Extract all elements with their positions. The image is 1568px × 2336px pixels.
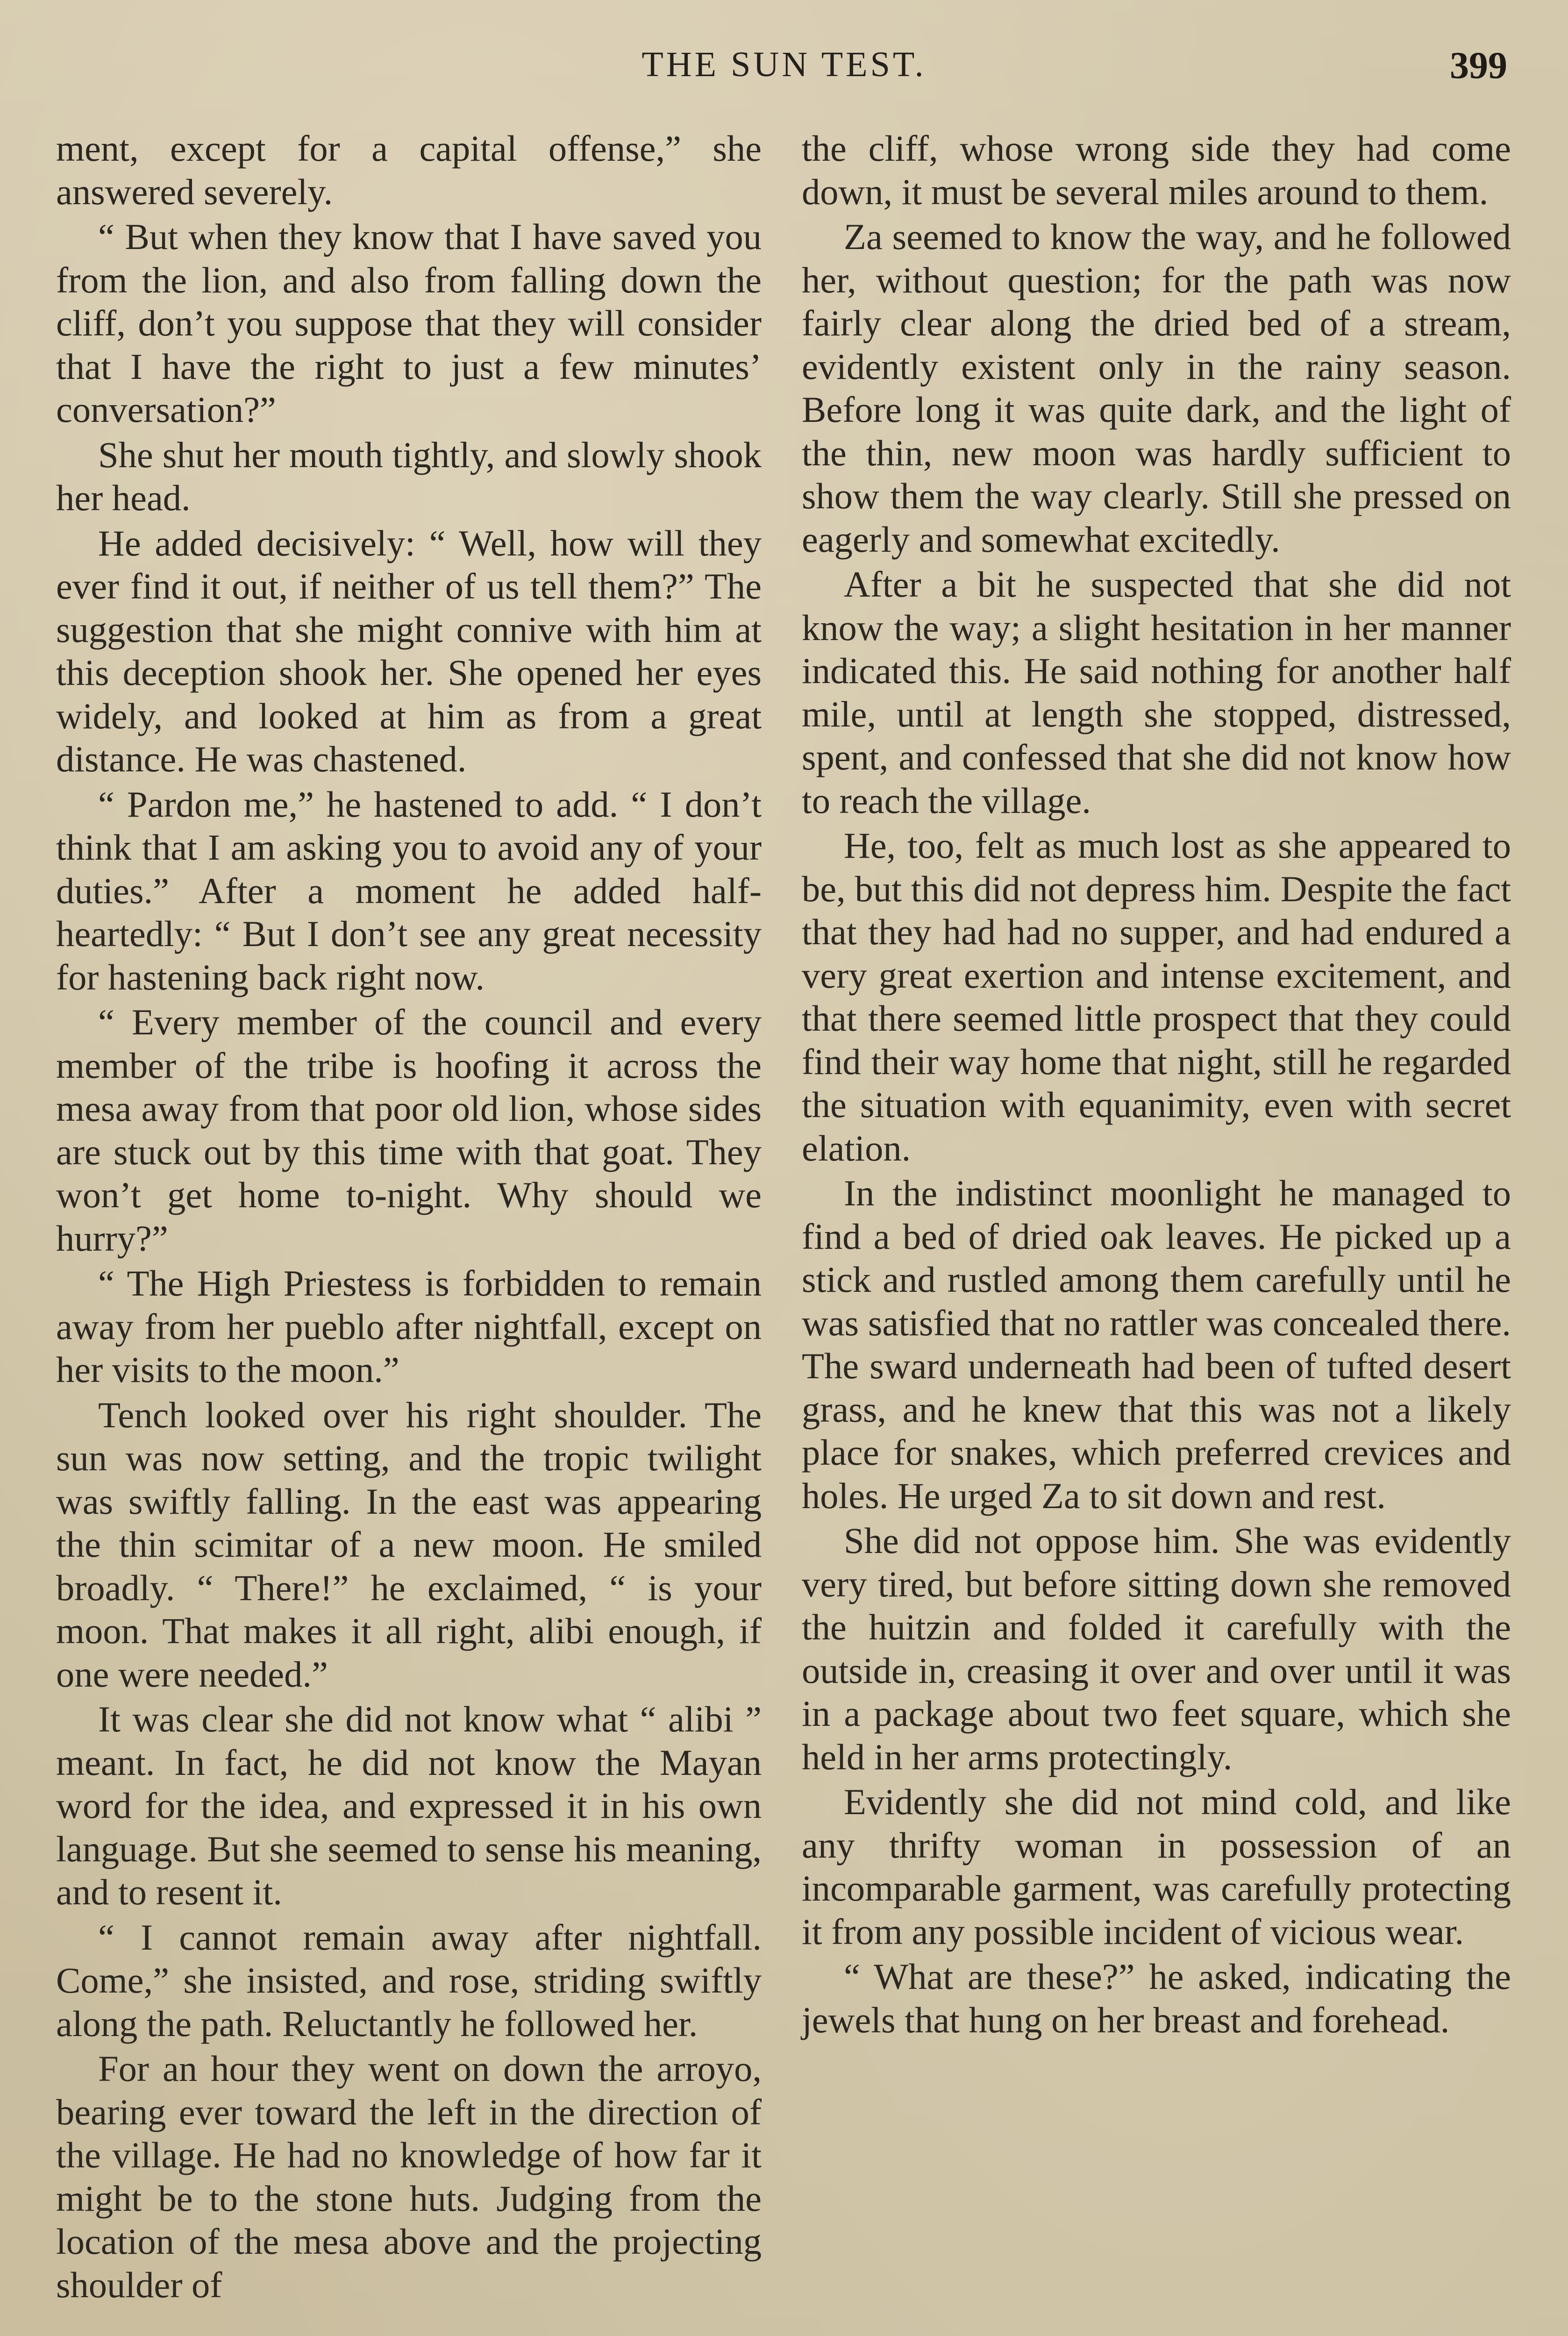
paragraph: For an hour they went on down the arroyo, bearing ever toward the left in the direction of the village. He had no knowledge of how far it might be to the stone huts. Judging from the location of the mesa above and the projecting shoulder of [56, 2048, 762, 2305]
running-title: THE SUN TEST. [641, 45, 927, 84]
left-text-column [56, 127, 762, 2308]
paragraph: “ I cannot remain away after nightfall. Come,” she insisted, and rose, striding swiftly along the path. Reluctantly he followed her. [56, 1916, 762, 2044]
paragraph: Evidently she did not mind cold, and like any thrifty woman in possession of an incomparable garment, was carefully protecting it from any possible incident of vicious wear. [802, 1781, 1511, 1952]
paragraph: “ But when they know that I have saved you from the lion, and also from falling down the cliff, don’t you suppose that they will consider that I have the right to just a few minutes’ conversation?” [56, 216, 762, 430]
paragraph: ment, except for a capital offense,” she answered severely. [56, 128, 762, 212]
paragraph: Tench looked over his right shoulder. The sun was now setting, and the tropic twilight was swiftly falling. In the east was appearing the thin scimitar of a new moon. He smiled broadly. “ There!” he exclaimed, “ is your moon. That makes it all right, alibi enough, if one were needed.” [56, 1394, 762, 1695]
paragraph: “ Every member of the council and every member of the tribe is hoofing it across the mesa away from that poor old lion, whose sides are stuck out by this time with that goat. They won’t get home to-night. Why should we hurry?” [56, 1002, 762, 1259]
paragraph: It was clear she did not know what “ alibi ” meant. In fact, he did not know the Mayan word for the idea, and expressed it in his own language. But she seemed to sense his meaning, and to resent it. [56, 1699, 762, 1912]
paragraph: He added decisively: “ Well, how will they ever find it out, if neither of us tell them?” The suggestion that she might connive with him at this deception shook her. She opened her eyes widely, and looked at him as from a great distance. He was chastened. [56, 522, 762, 779]
paragraph: He, too, felt as much lost as she appeared to be, but this did not depress him. Despite the fact that they had had no supper, and had endured a very great exertion and intense excitement, and that there seemed little prospect that they could find their way home that night, still he regarded the situation with equanimity, even with secret elation. [802, 825, 1511, 1168]
paragraph: “ What are these?” he asked, indicating the jewels that hung on her breast and forehead. [802, 1956, 1511, 2040]
right-text-column [802, 127, 1511, 2044]
paragraph: She shut her mouth tightly, and slowly shook her head. [56, 434, 762, 518]
paragraph: After a bit he suspected that she did not know the way; a slight hesitation in her manner indicated this. He said nothing for another half mile, until at length she stopped, distressed, spent, and confessed that she did not know how to reach the village. [802, 564, 1511, 821]
paragraph: Za seemed to know the way, and he followed her, without question; for the path was now fairly clear along the dried bed of a stream, evidently existent only in the rainy season. Before long it was quite dark, and the light of the thin, new moon was hardly sufficient to show them the way clearly. Still she pressed on eagerly and somewhat excitedly. [802, 216, 1511, 560]
paragraph: the cliff, whose wrong side they had come down, it must be several miles around to them. [802, 128, 1511, 212]
paragraph: “ The High Priestess is forbidden to remain away from her pueblo after nightfall, except on her visits to the moon.” [56, 1263, 762, 1390]
paragraph: “ Pardon me,” he hastened to add. “ I don’t think that I am asking you to avoid any of your duties.” After a moment he added half-heartedly: “ But I don’t see any great necessity for hastening back right now. [56, 783, 762, 997]
page-header [0, 44, 1568, 100]
paragraph: In the indistinct moonlight he managed to find a bed of dried oak leaves. He picked up a stick and rustled among them carefully until he was satisfied that no rattler was concealed there. The sward underneath had been of tufted desert grass, and he knew that this was not a likely place for snakes, which preferred crevices and holes. He urged Za to sit down and rest. [802, 1173, 1511, 1516]
paragraph: She did not oppose him. She was evidently very tired, but before sitting down she removed the huitzin and folded it carefully with the outside in, creasing it over and over until it was in a package about two feet square, which she held in her arms protectingly. [802, 1520, 1511, 1777]
page-number: 399 [1450, 44, 1507, 86]
